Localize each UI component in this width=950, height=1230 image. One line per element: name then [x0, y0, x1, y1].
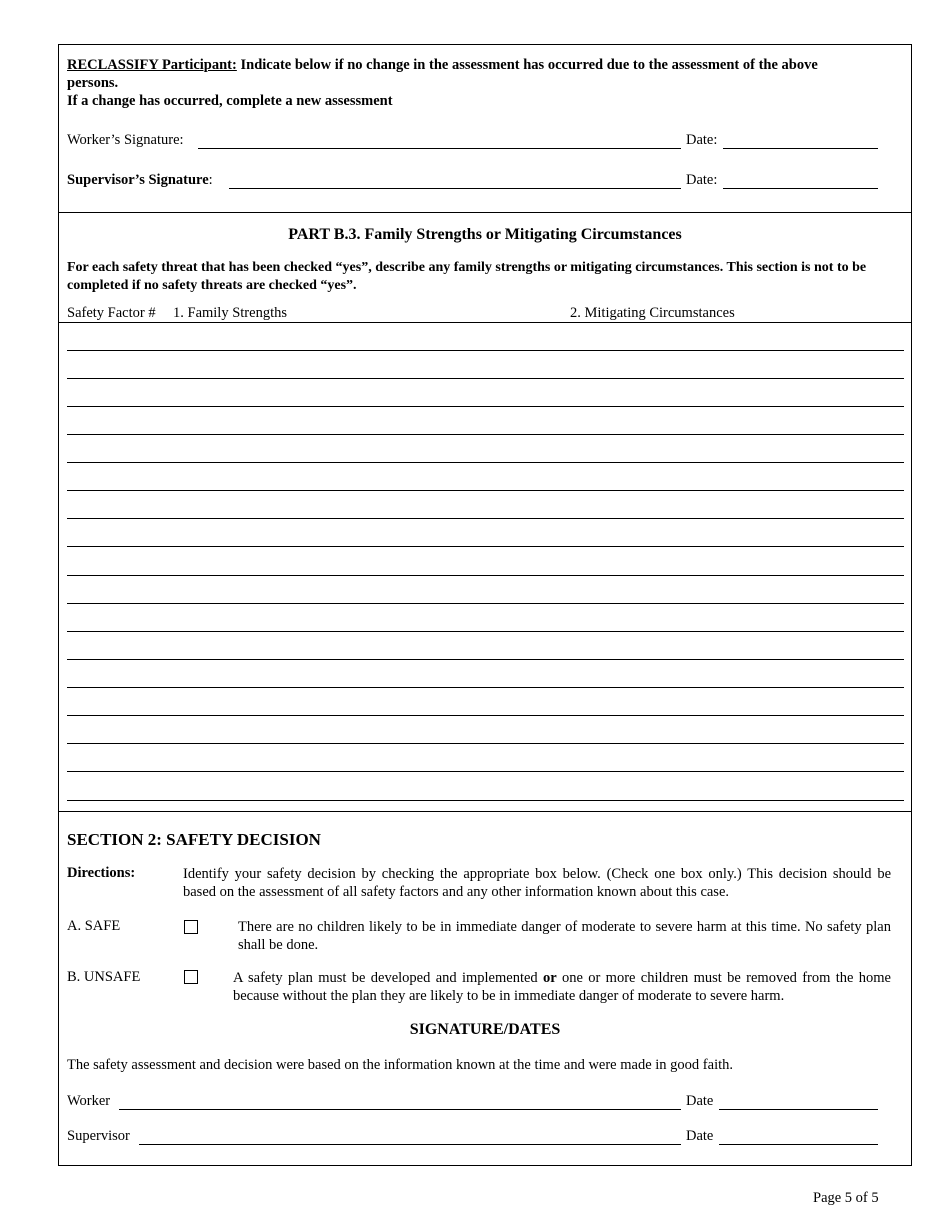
writing-line[interactable]: [67, 378, 904, 379]
writing-line[interactable]: [67, 800, 904, 801]
part-b3-instructions: For each safety threat that has been checked “yes”, describe any family strengths or mitigating circumstances. This section is not to be completed if no safety threats are checked “yes”.: [67, 260, 867, 293]
sig-supervisor-line[interactable]: [139, 1144, 681, 1145]
supervisor-signature-label: Supervisor’s Signature: [67, 172, 209, 188]
reclassify-line2: persons.: [67, 75, 119, 91]
writing-line[interactable]: [67, 659, 904, 660]
sig-worker-date-label: Date: [686, 1093, 714, 1109]
signatures-statement: The safety assessment and decision were based on the information known at the time and were made in good faith.: [67, 1057, 733, 1073]
directions-text: Identify your safety decision by checking the appropriate box below. (Check one box only.) This decision should be based on the assessment of all safety factors and any other information known about this case.: [183, 866, 891, 900]
writing-line[interactable]: [67, 546, 904, 547]
worker-signature-line[interactable]: [198, 148, 681, 149]
supervisor-signature-label-wrap: Supervisor’s Signature:: [67, 172, 213, 188]
table-header-rule: [58, 322, 912, 323]
writing-line[interactable]: [67, 631, 904, 632]
writing-line[interactable]: [67, 771, 904, 772]
writing-line[interactable]: [67, 575, 904, 576]
writing-line[interactable]: [67, 406, 904, 407]
worker-signature-label: Worker’s Signature:: [67, 132, 184, 148]
writing-line[interactable]: [67, 715, 904, 716]
col-family-strengths: 1. Family Strengths: [173, 305, 287, 321]
sig-worker-date-line[interactable]: [719, 1109, 878, 1110]
writing-line[interactable]: [67, 434, 904, 435]
reclassify-heading: RECLASSIFY Participant:: [67, 57, 237, 73]
part-b3-title: PART B.3. Family Strengths or Mitigating Circumstances: [288, 226, 682, 243]
writing-line[interactable]: [67, 743, 904, 744]
sig-supervisor-date-label: Date: [686, 1128, 714, 1144]
col-mitigating: 2. Mitigating Circumstances: [570, 305, 735, 321]
section2-title: SECTION 2: SAFETY DECISION: [67, 830, 321, 849]
worker-date-label: Date:: [686, 132, 718, 148]
writing-line[interactable]: [67, 490, 904, 491]
divider-1: [58, 212, 912, 213]
reclassify-line1: RECLASSIFY Participant: Indicate below if no change in the assessment has occurred due to the assessment of the above: [67, 57, 818, 73]
worker-date-line[interactable]: [723, 148, 878, 149]
supervisor-date-label: Date:: [686, 172, 718, 188]
safe-checkbox[interactable]: [184, 920, 198, 934]
option-a-label: A. SAFE: [67, 918, 121, 934]
option-b-text: A safety plan must be developed and implemented or one or more children must be removed from the home because without the plan they are likely to be in immediate danger of moderate to severe harm.: [233, 970, 891, 1004]
option-b-label: B. UNSAFE: [67, 969, 141, 985]
page-number: Page 5 of 5: [813, 1190, 879, 1206]
unsafe-checkbox[interactable]: [184, 970, 198, 984]
directions-label: Directions:: [67, 865, 136, 881]
writing-line[interactable]: [67, 603, 904, 604]
writing-line[interactable]: [67, 462, 904, 463]
supervisor-signature-line[interactable]: [229, 188, 681, 189]
sig-worker-label: Worker: [67, 1093, 111, 1109]
writing-line[interactable]: [67, 518, 904, 519]
divider-2: [58, 811, 912, 812]
writing-line[interactable]: [67, 687, 904, 688]
option-a-text: There are no children likely to be in immediate danger of moderate to severe harm at this time. No safety plan shall be done.: [238, 919, 891, 953]
supervisor-date-line[interactable]: [723, 188, 878, 189]
signatures-title: SIGNATURE/DATES: [409, 1021, 561, 1038]
col-safety-factor: Safety Factor #: [67, 305, 156, 321]
writing-line[interactable]: [67, 350, 904, 351]
sig-worker-line[interactable]: [119, 1109, 681, 1110]
sig-supervisor-date-line[interactable]: [719, 1144, 878, 1145]
sig-supervisor-label: Supervisor: [67, 1128, 130, 1144]
reclassify-line3: If a change has occurred, complete a new assessment: [67, 93, 393, 109]
